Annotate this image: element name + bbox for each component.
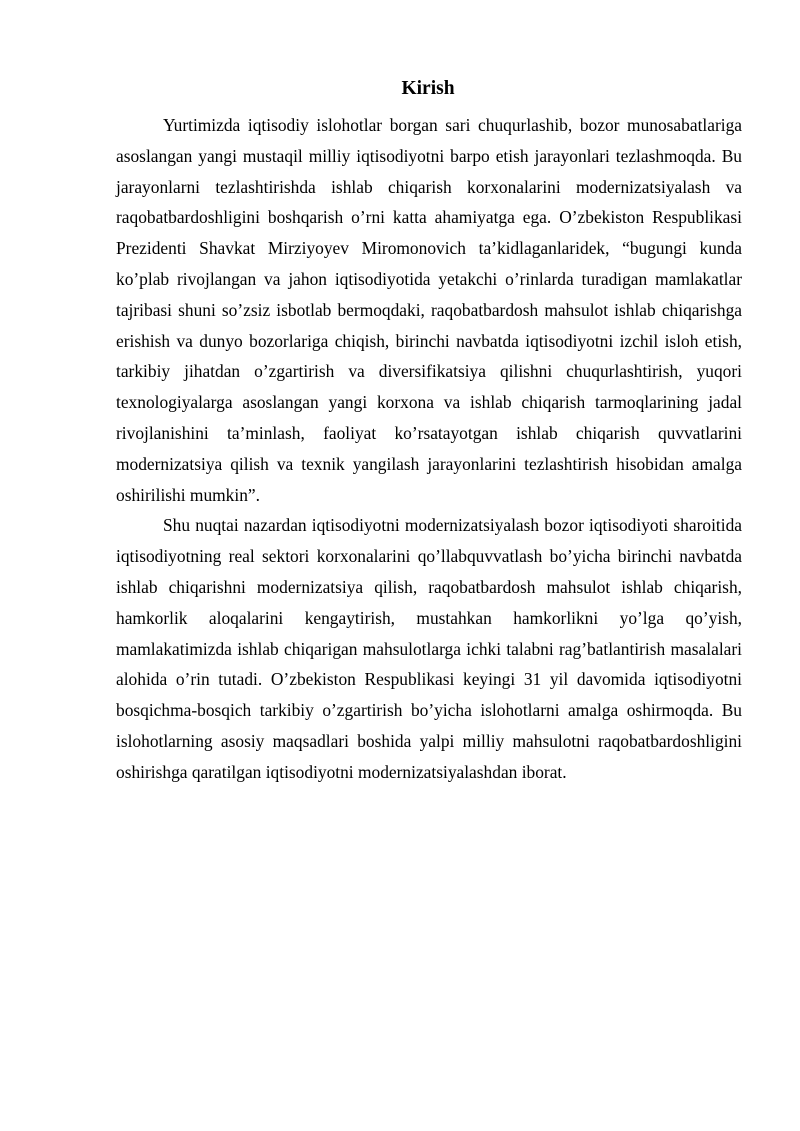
paragraph-1: Yurtimizda iqtisodiy islohotlar borgan sari chuqurlashib, bozor munosabatlariga asoslangan yangi mustaqil milliy iqtisodiyotni barpo etish jarayonlari tezlashmoqda. Bu jarayonlarni tezlashtirishda ishlab chiqarish korxonalarini modernizatsiyalash va raqobatbardoshligini boshqarish o’rni katta ahamiyatga ega. O’zbekiston Respublikasi Prezidenti Shavkat Mirziyoyev Miromonovich ta’kidlaganlaridek, “bugungi kunda ko’plab rivojlangan va jahon iqtisodiyotida yetakchi o’rinlarda turadigan mamlakatlar tajribasi shuni so’zsiz isbotlab bermoqdaki, raqobatbardosh mahsulot ishlab chiqarishga erishish va dunyo bozorlariga chiqish, birinchi navbatda iqtisodiyotni izchil isloh etish, tarkibiy jihatdan o’zgartirish va diversifikatsiya qilishni chuqurlashtirish, yuqori texnologiyalarga asoslangan yangi korxona va ishlab chiqarish tarmoqlarining jadal rivojlanishini ta’minlash, faoliyat ko’rsatayotgan ishlab chiqarish quvvatlarini modernizatsiya qilish va texnik yangilash jarayonlarini tezlashtirish hisobidan amalga oshirilishi mumkin”. — [116, 115, 742, 505]
paragraph-2: Shu nuqtai nazardan iqtisodiyotni modernizatsiyalash bozor iqtisodiyoti sharoitida iqtisodiyotning real sektori korxonalarini qo’llabquvvatlash bo’yicha birinchi navbatda ishlab chiqarishni modernizatsiya qilish, raqobatbardosh mahsulot ishlab chiqarish, hamkorlik aloqalarini kengaytirish, mustahkan hamkorlikni yo’lga qo’yish, mamlakatimizda ishlab chiqarigan mahsulotlarga ichki talabni rag’batlantirish masalalari alohida o’rin tutadi. O’zbekiston Respublikasi keyingi 31 yil davomida iqtisodiyotni bosqichma-bosqich tarkibiy o’zgartirish bo’yicha islohotlarni amalga oshirmoqda. Bu islohotlarning asosiy maqsadlari boshida yalpi milliy mahsulotni raqobatbardoshligini oshirishga qaratilgan iqtisodiyotni modernizatsiyalashdan iborat. — [116, 515, 742, 782]
document-title: Kirish — [401, 78, 455, 99]
document-body — [116, 110, 742, 788]
